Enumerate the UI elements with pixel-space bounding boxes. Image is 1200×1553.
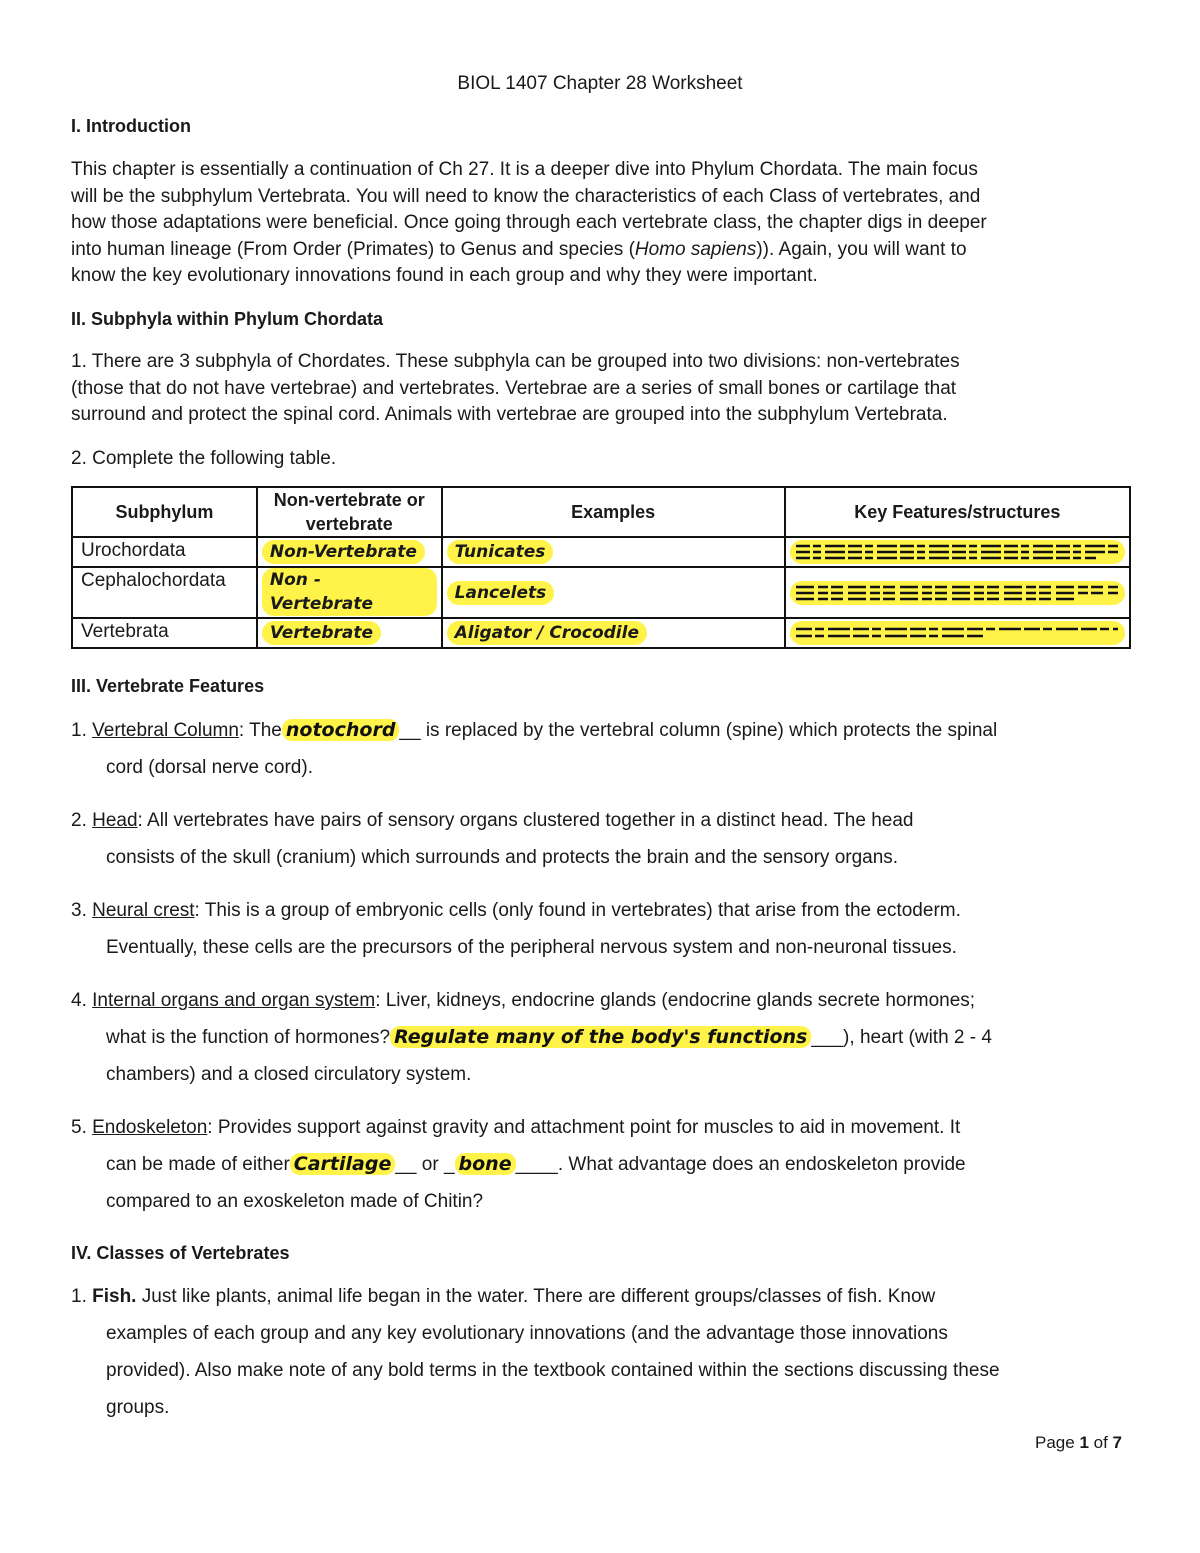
cell-key-features [785, 618, 1130, 648]
handwritten-answer: Vertebrate [262, 621, 381, 645]
feature-item-internal-organs: 4. Internal organs and organ system: Liver, kidneys, endocrine glands (endocrine glands secrete hormones; what is the function of hormones? Regulate many of the body's functions ___), heart (with 2 - 4 chambers) and a closed circulatory system. [71, 990, 992, 1085]
cell-type [257, 618, 442, 648]
column-header-subphylum: Subphylum [72, 487, 257, 537]
cell-subphylum: Cephalochordata [72, 567, 257, 618]
intro-line: will be the subphylum Vertebrata. You will need to know the characteristics of each Class of vertebrates, and [71, 185, 981, 207]
term: Internal organs and organ system [92, 990, 376, 1011]
feature-item-endoskeleton: 5. Endoskeleton: Provides support against gravity and attachment point for muscles to aid in movement. It can be made of either Cartilage __ or _ bone ____. What advantage does an endoskeleton provide compared to an exoskeleton made of Chitin? [71, 1117, 966, 1212]
cell-example [442, 618, 785, 648]
handwritten-answer: Non-Vertebrate [262, 540, 425, 564]
table-header-row [72, 487, 1130, 537]
handwritten-answer: Lancelets [447, 581, 555, 605]
cell-key-features [785, 567, 1130, 618]
term: Vertebral Column [92, 720, 239, 741]
subphyla-paragraph [71, 349, 1131, 429]
term: Fish. [92, 1286, 137, 1307]
handwritten-answer: Cartilage [290, 1153, 396, 1175]
table-row [72, 618, 1130, 648]
illegible-handwriting-highlight [790, 621, 1125, 645]
handwritten-answer: Regulate many of the body's functions [390, 1026, 811, 1048]
handwritten-answer: Aligator / Crocodile [447, 621, 647, 645]
column-header-examples: Examples [442, 487, 785, 537]
intro-line: know the key evolutionary innovations found in each group and why they were important. [71, 265, 818, 287]
page-title: BIOL 1407 Chapter 28 Worksheet [457, 73, 743, 94]
subphyla-line: (those that do not have vertebrae) and vertebrates. Vertebrae are a series of small bones or cartilage that [71, 377, 957, 399]
illegible-handwriting-highlight [790, 540, 1125, 564]
section-heading-subphyla: II. Subphyla within Phylum Chordata [71, 309, 384, 329]
table-instruction: 2. Complete the following table. [71, 448, 337, 469]
table-row [72, 537, 1130, 567]
cell-key-features [785, 537, 1130, 567]
term: Neural crest [92, 900, 195, 921]
handwritten-answer: Non - Vertebrate [262, 568, 437, 616]
table-row [72, 567, 1130, 618]
cell-example [442, 567, 785, 618]
term: Head [92, 810, 138, 831]
section-heading-introduction: I. Introduction [71, 116, 191, 136]
handwritten-answer: bone [455, 1153, 516, 1175]
cell-example [442, 537, 785, 567]
illegible-handwriting-highlight [790, 581, 1125, 605]
feature-item-vertebral-column: 1. Vertebral Column: The notochord __ is replaced by the vertebral column (spine) which protects the spinal cord (dorsal nerve cord). [71, 719, 998, 778]
intro-line: into human lineage (From Order (Primates) to Genus and species (Homo sapiens)). Again, you will want to [71, 238, 967, 260]
subphyla-line: surround and protect the spinal cord. Animals with vertebrae are grouped into the subphylum Vertebrata. [71, 404, 948, 426]
intro-paragraph [71, 157, 1131, 290]
handwritten-answer: Tunicates [447, 540, 554, 564]
column-header-type: Non-vertebrate or vertebrate [257, 487, 442, 537]
handwritten-answer: notochord [282, 719, 400, 741]
section-heading-vertebrate-features: III. Vertebrate Features [71, 676, 265, 696]
feature-item-head: 2. Head: All vertebrates have pairs of sensory organs clustered together in a distinct head. The head consists of the skull (cranium) which surrounds and protects the brain and the sensory organs. [71, 810, 914, 868]
species-name: Homo sapiens [634, 238, 757, 260]
page-number: Page 1 of 7 [1035, 1433, 1122, 1452]
class-item-fish: 1. Fish. Just like plants, animal life began in the water. There are different groups/classes of fish. Know examples of each group and any key evolutionary innovations (and the advantage those innovations provided). Also make note of any bold terms in the textbook contained within the sections discussing these groups. [71, 1286, 1000, 1418]
term: Endoskeleton [92, 1117, 208, 1138]
column-header-key-features: Key Features/structures [785, 487, 1130, 537]
feature-item-neural-crest: 3. Neural crest: This is a group of embryonic cells (only found in vertebrates) that arise from the ectoderm. Eventually, these cells are the precursors of the peripheral nervous system and non-neuronal tissues. [71, 900, 961, 958]
cell-type [257, 537, 442, 567]
intro-line: This chapter is essentially a continuation of Ch 27. It is a deeper dive into Phylum Chordata. The main focus [71, 159, 978, 180]
subphyla-table [71, 486, 1131, 649]
section-heading-classes: IV. Classes of Vertebrates [71, 1243, 290, 1263]
cell-subphylum: Vertebrata [72, 618, 257, 648]
subphyla-line: 1. There are 3 subphyla of Chordates. These subphyla can be grouped into two divisions: non-vertebrates [71, 351, 960, 372]
cell-subphylum: Urochordata [72, 537, 257, 567]
intro-line: how those adaptations were beneficial. Once going through each vertebrate class, the chapter digs in deeper [71, 212, 987, 234]
cell-type [257, 567, 442, 618]
